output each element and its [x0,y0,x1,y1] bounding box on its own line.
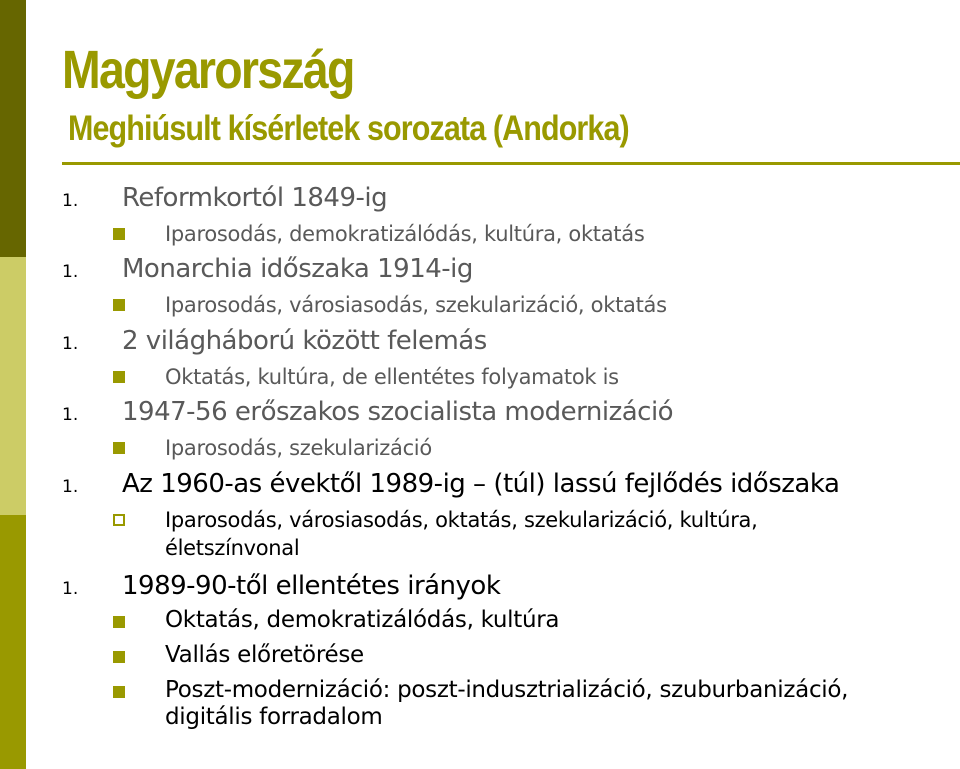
section-number: 1. [62,334,79,354]
section-item: Iparosodás, demokratizálódás, kultúra, oktatás [165,222,645,246]
section-number: 1. [62,405,79,425]
section-number: 1. [62,191,79,211]
section-item: Oktatás, demokratizálódás, kultúra [165,607,560,633]
square-bullet-icon [113,686,125,698]
section-item-continuation: digitális forradalom [165,704,383,730]
section-heading: 1989-90-től ellentétes irányok [122,571,501,601]
slide-subtitle: Meghiúsult kísérletek sorozata (Andorka) [68,109,629,148]
section-heading: Az 1960-as évektől 1989-ig – (túl) lassú fejlődés időszaka [122,469,840,499]
section-heading: Reformkortól 1849-ig [122,183,388,213]
section-item-continuation: életszínvonal [165,536,300,560]
section-heading: Monarchia időszaka 1914-ig [122,254,473,284]
section-number: 1. [62,477,79,497]
section-item: Iparosodás, szekularizáció [165,436,432,460]
section-item: Poszt-modernizáció: poszt-indusztrializáció, szuburbanizáció, [165,677,849,703]
hollow-square-bullet-icon [113,514,125,526]
slide-title: Magyarország [62,40,354,100]
square-bullet-icon [113,371,125,383]
section-number: 1. [62,579,79,599]
section-item: Oktatás, kultúra, de ellentétes folyamatok is [165,365,619,389]
square-bullet-icon [113,616,125,628]
section-item: Iparosodás, városiasodás, oktatás, szekularizáció, kultúra, [165,508,758,532]
section-heading: 2 világháború között felemás [122,326,487,356]
section-item: Vallás előretörése [165,642,364,668]
square-bullet-icon [113,442,125,454]
section-number: 1. [62,262,79,282]
section-item: Iparosodás, városiasodás, szekularizáció, oktatás [165,293,667,317]
square-bullet-icon [113,299,125,311]
section-heading: 1947-56 erőszakos szocialista modernizáció [122,397,674,427]
square-bullet-icon [113,228,125,240]
square-bullet-icon [113,651,125,663]
